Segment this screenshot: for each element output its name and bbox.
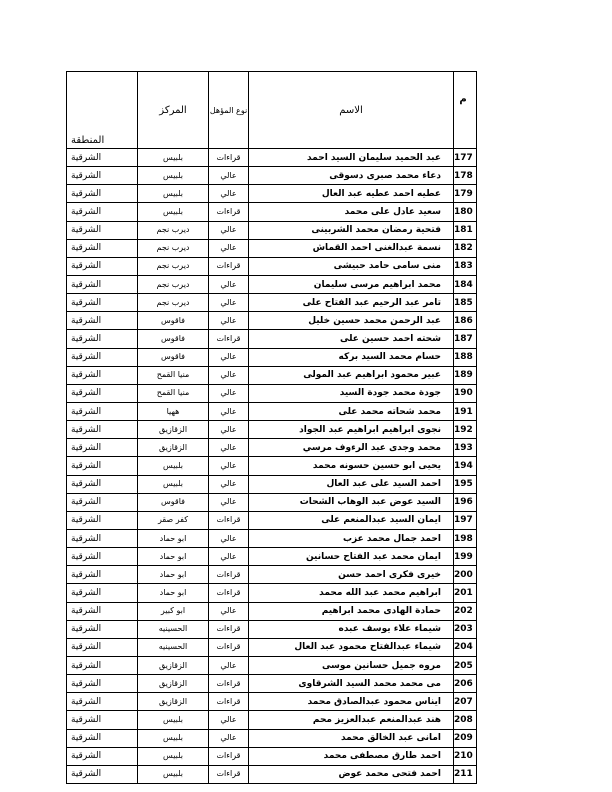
cell-name: شحته احمد حسين على: [249, 330, 454, 348]
cell-name: فتحية رمضان محمد الشربينى: [249, 221, 454, 239]
table-row: [67, 457, 477, 475]
table-row: [67, 149, 477, 167]
table-row: [67, 330, 477, 348]
cell-name: حمادة الهادى محمد ابراهيم: [249, 602, 454, 620]
cell-number: 182: [454, 239, 477, 257]
cell-name: سعيد عادل على محمد: [249, 203, 454, 221]
cell-center: الزقازيق: [138, 693, 209, 711]
cell-region: الشرقية: [67, 475, 138, 493]
table-row: [67, 729, 477, 747]
cell-center: بلبيس: [138, 711, 209, 729]
cell-region: الشرقية: [67, 167, 138, 185]
cell-number: 180: [454, 203, 477, 221]
cell-name: تامر عبد الرحيم عبد الفتاح على: [249, 294, 454, 312]
cell-region: الشرقية: [67, 294, 138, 312]
cell-qualification-type: عالي: [209, 493, 249, 511]
cell-name: نجوى ابراهيم ابراهيم عبد الجواد: [249, 421, 454, 439]
table-row: [67, 439, 477, 457]
table-row: [67, 402, 477, 420]
table-row: [67, 366, 477, 384]
cell-number: 186: [454, 312, 477, 330]
cell-region: الشرقية: [67, 149, 138, 167]
cell-number: 184: [454, 275, 477, 293]
cell-name: دعاء محمد صبرى دسوقى: [249, 167, 454, 185]
cell-qualification-type: عالي: [209, 602, 249, 620]
table-row: [67, 185, 477, 203]
cell-qualification-type: عالي: [209, 366, 249, 384]
table-row: [67, 384, 477, 402]
cell-center: الزقازيق: [138, 675, 209, 693]
cell-region: الشرقية: [67, 439, 138, 457]
cell-name: جودة محمد جودة السيد: [249, 384, 454, 402]
table-row: [67, 275, 477, 293]
header-row: [67, 72, 477, 149]
table-row: [67, 221, 477, 239]
cell-qualification-type: قراءات: [209, 765, 249, 783]
cell-number: 183: [454, 257, 477, 275]
cell-name: السيد عوض عبد الوهاب الشحات: [249, 493, 454, 511]
cell-name: منى سامى حامد حبيشى: [249, 257, 454, 275]
cell-qualification-type: قراءات: [209, 675, 249, 693]
cell-number: 177: [454, 149, 477, 167]
cell-qualification-type: قراءات: [209, 203, 249, 221]
cell-qualification-type: عالي: [209, 475, 249, 493]
cell-center: الزقازيق: [138, 421, 209, 439]
table-row: [67, 348, 477, 366]
table-row: [67, 294, 477, 312]
cell-region: الشرقية: [67, 384, 138, 402]
cell-region: الشرقية: [67, 203, 138, 221]
table-row: [67, 693, 477, 711]
cell-name: خيرى فكرى احمد حسن: [249, 566, 454, 584]
cell-center: بلبيس: [138, 747, 209, 765]
cell-qualification-type: عالي: [209, 729, 249, 747]
cell-name: هند عبدالمنعم عبدالعزيز محم: [249, 711, 454, 729]
cell-number: 200: [454, 566, 477, 584]
cell-name: احمد السيد على عبد العال: [249, 475, 454, 493]
cell-region: الشرقية: [67, 656, 138, 674]
header-number: م: [454, 72, 477, 149]
cell-qualification-type: قراءات: [209, 511, 249, 529]
cell-qualification-type: عالي: [209, 348, 249, 366]
cell-center: ابو حماد: [138, 529, 209, 547]
cell-center: فاقوس: [138, 493, 209, 511]
cell-name: محمد شحاته محمد على: [249, 402, 454, 420]
table-row: [67, 747, 477, 765]
table-row: [67, 529, 477, 547]
cell-number: 192: [454, 421, 477, 439]
header-region: المنطقة: [67, 72, 138, 149]
cell-qualification-type: عالي: [209, 294, 249, 312]
cell-name: ايناس محمود عبدالصادق محمد: [249, 693, 454, 711]
cell-number: 187: [454, 330, 477, 348]
cell-qualification-type: قراءات: [209, 257, 249, 275]
cell-qualification-type: عالي: [209, 312, 249, 330]
cell-center: ديرب نجم: [138, 239, 209, 257]
cell-region: الشرقية: [67, 584, 138, 602]
cell-center: منيا القمح: [138, 384, 209, 402]
cell-qualification-type: عالي: [209, 221, 249, 239]
cell-qualification-type: عالي: [209, 421, 249, 439]
cell-number: 201: [454, 584, 477, 602]
cell-qualification-type: عالي: [209, 439, 249, 457]
cell-region: الشرقية: [67, 421, 138, 439]
cell-name: عبد الرحمن محمد حسين خليل: [249, 312, 454, 330]
header-name: الاسم: [249, 72, 454, 149]
cell-name: شيماء عبدالفتاح محمود عبد العال: [249, 638, 454, 656]
table-row: [67, 765, 477, 783]
cell-number: 196: [454, 493, 477, 511]
cell-center: بلبيس: [138, 149, 209, 167]
cell-center: ابو حماد: [138, 584, 209, 602]
table-row: [67, 711, 477, 729]
cell-number: 202: [454, 602, 477, 620]
cell-qualification-type: قراءات: [209, 693, 249, 711]
table-row: [67, 602, 477, 620]
table-row: [67, 675, 477, 693]
cell-region: الشرقية: [67, 602, 138, 620]
cell-name: يحيى ابو حسين حسونه محمد: [249, 457, 454, 475]
table-row: [67, 566, 477, 584]
cell-region: الشرقية: [67, 675, 138, 693]
cell-center: بلبيس: [138, 475, 209, 493]
cell-region: الشرقية: [67, 729, 138, 747]
cell-center: ديرب نجم: [138, 257, 209, 275]
cell-number: 211: [454, 765, 477, 783]
table-row: [67, 493, 477, 511]
cell-qualification-type: عالي: [209, 529, 249, 547]
cell-name: نسمة عبدالغنى احمد القماش: [249, 239, 454, 257]
cell-qualification-type: عالي: [209, 384, 249, 402]
cell-region: الشرقية: [67, 493, 138, 511]
cell-region: الشرقية: [67, 221, 138, 239]
cell-name: مروه جميل حسانين موسى: [249, 656, 454, 674]
table-row: [67, 167, 477, 185]
cell-qualification-type: قراءات: [209, 149, 249, 167]
cell-qualification-type: عالي: [209, 548, 249, 566]
cell-center: بلبيس: [138, 167, 209, 185]
cell-center: منيا القمح: [138, 366, 209, 384]
cell-number: 178: [454, 167, 477, 185]
cell-number: 208: [454, 711, 477, 729]
table-row: [67, 584, 477, 602]
cell-number: 194: [454, 457, 477, 475]
roster-body: [67, 72, 477, 784]
cell-number: 189: [454, 366, 477, 384]
cell-center: ابو حماد: [138, 548, 209, 566]
cell-name: مى محمد محمد السيد الشرقاوى: [249, 675, 454, 693]
cell-region: الشرقية: [67, 747, 138, 765]
cell-qualification-type: عالي: [209, 275, 249, 293]
cell-qualification-type: قراءات: [209, 584, 249, 602]
cell-number: 198: [454, 529, 477, 547]
cell-name: ابراهيم محمد عبد الله محمد: [249, 584, 454, 602]
cell-center: ديرب نجم: [138, 294, 209, 312]
cell-number: 199: [454, 548, 477, 566]
cell-region: الشرقية: [67, 529, 138, 547]
cell-center: الزقازيق: [138, 439, 209, 457]
cell-qualification-type: عالي: [209, 167, 249, 185]
cell-center: بلبيس: [138, 729, 209, 747]
cell-center: كفر صقر: [138, 511, 209, 529]
cell-qualification-type: عالي: [209, 711, 249, 729]
table-row: [67, 656, 477, 674]
cell-qualification-type: عالي: [209, 402, 249, 420]
cell-region: الشرقية: [67, 275, 138, 293]
cell-center: فاقوس: [138, 312, 209, 330]
cell-qualification-type: قراءات: [209, 566, 249, 584]
cell-name: امانى عبد الخالق محمد: [249, 729, 454, 747]
table-row: [67, 312, 477, 330]
cell-name: حسام محمد السيد بركه: [249, 348, 454, 366]
cell-center: بلبيس: [138, 203, 209, 221]
cell-region: الشرقية: [67, 239, 138, 257]
cell-number: 206: [454, 675, 477, 693]
table-row: [67, 511, 477, 529]
cell-qualification-type: قراءات: [209, 620, 249, 638]
cell-number: 190: [454, 384, 477, 402]
cell-region: الشرقية: [67, 402, 138, 420]
table-row: [67, 475, 477, 493]
cell-region: الشرقية: [67, 711, 138, 729]
header-center: المركز: [138, 72, 209, 149]
cell-number: 195: [454, 475, 477, 493]
cell-number: 204: [454, 638, 477, 656]
cell-number: 210: [454, 747, 477, 765]
cell-number: 185: [454, 294, 477, 312]
cell-qualification-type: قراءات: [209, 330, 249, 348]
table-row: [67, 620, 477, 638]
cell-number: 203: [454, 620, 477, 638]
table-row: [67, 239, 477, 257]
cell-region: الشرقية: [67, 638, 138, 656]
cell-region: الشرقية: [67, 185, 138, 203]
cell-region: الشرقية: [67, 366, 138, 384]
cell-name: ايمان محمد عبد الفتاح حسانين: [249, 548, 454, 566]
cell-center: الحسينيه: [138, 638, 209, 656]
cell-qualification-type: عالي: [209, 185, 249, 203]
cell-center: فاقوس: [138, 330, 209, 348]
cell-center: ابو كبير: [138, 602, 209, 620]
table-row: [67, 421, 477, 439]
cell-center: فاقوس: [138, 348, 209, 366]
cell-region: الشرقية: [67, 765, 138, 783]
cell-name: شيماء علاء يوسف عبده: [249, 620, 454, 638]
cell-name: عبير محمود ابراهيم عبد المولى: [249, 366, 454, 384]
cell-qualification-type: قراءات: [209, 747, 249, 765]
cell-name: محمد وجدى عبد الرءوف مرسي: [249, 439, 454, 457]
cell-number: 197: [454, 511, 477, 529]
cell-qualification-type: عالي: [209, 239, 249, 257]
table-row: [67, 548, 477, 566]
roster-table: [66, 71, 477, 784]
table-row: [67, 638, 477, 656]
cell-qualification-type: قراءات: [209, 638, 249, 656]
cell-region: الشرقية: [67, 566, 138, 584]
table-row: [67, 203, 477, 221]
cell-name: احمد فتحى محمد عوض: [249, 765, 454, 783]
cell-center: الزقازيق: [138, 656, 209, 674]
cell-name: احمد جمال محمد عزب: [249, 529, 454, 547]
cell-number: 207: [454, 693, 477, 711]
cell-center: ههيا: [138, 402, 209, 420]
cell-region: الشرقية: [67, 511, 138, 529]
cell-region: الشرقية: [67, 348, 138, 366]
cell-center: ابو حماد: [138, 566, 209, 584]
cell-number: 179: [454, 185, 477, 203]
cell-region: الشرقية: [67, 548, 138, 566]
cell-number: 205: [454, 656, 477, 674]
cell-qualification-type: عالي: [209, 457, 249, 475]
cell-region: الشرقية: [67, 693, 138, 711]
cell-center: ديرب نجم: [138, 221, 209, 239]
cell-region: الشرقية: [67, 330, 138, 348]
cell-name: عبد الحميد سليمان السيد احمد: [249, 149, 454, 167]
cell-number: 181: [454, 221, 477, 239]
cell-center: بلبيس: [138, 765, 209, 783]
cell-center: بلبيس: [138, 457, 209, 475]
cell-number: 193: [454, 439, 477, 457]
cell-number: 188: [454, 348, 477, 366]
cell-name: عطيه احمد عطيه عبد العال: [249, 185, 454, 203]
cell-region: الشرقية: [67, 620, 138, 638]
table-row: [67, 257, 477, 275]
cell-name: محمد ابراهيم مرسى سليمان: [249, 275, 454, 293]
cell-region: الشرقية: [67, 257, 138, 275]
cell-center: بلبيس: [138, 185, 209, 203]
cell-center: ديرب نجم: [138, 275, 209, 293]
cell-number: 209: [454, 729, 477, 747]
cell-name: احمد طارق مصطفى محمد: [249, 747, 454, 765]
cell-center: الحسينيه: [138, 620, 209, 638]
cell-number: 191: [454, 402, 477, 420]
cell-region: الشرقية: [67, 457, 138, 475]
header-qualification-type: نوع المؤهل: [209, 72, 249, 149]
cell-qualification-type: عالي: [209, 656, 249, 674]
cell-region: الشرقية: [67, 312, 138, 330]
cell-name: ايمان السيد عبدالمنعم على: [249, 511, 454, 529]
